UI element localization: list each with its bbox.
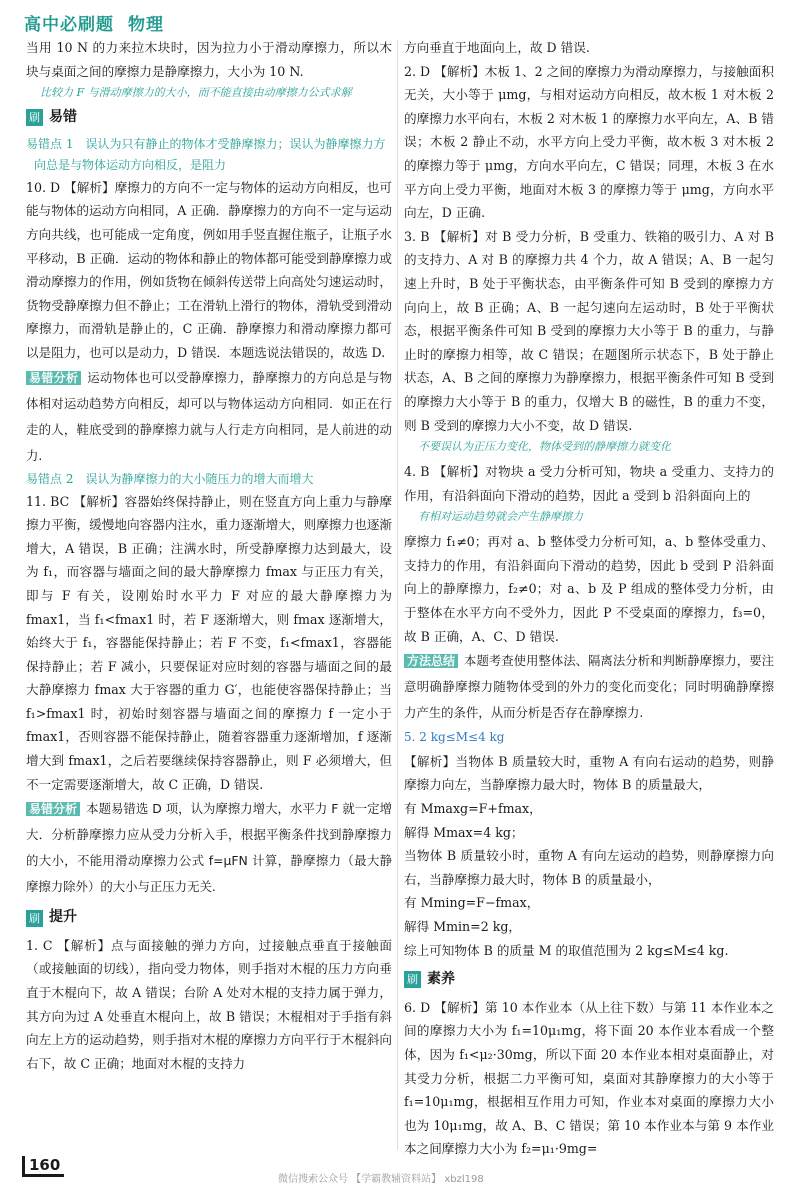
error-point-2: 易错点 2 误认为静摩擦力的大小随压力的增大而增大 [26, 471, 314, 486]
header-subject: 物理 [128, 15, 164, 35]
section-suyang [404, 968, 774, 992]
question-6: 6. D 【解析】第 10 本作业本（从上往下数）与第 11 本作业本之间的摩擦力大小为 f₁=10μ₁mg，将下面 20 本作业本看成一个整体，因为 f₁<μ₂·30mg，所以下面 20 本作业本相对桌面静止，对其受力分析，根据二力平衡可知，桌面对其静摩擦力的大小等于 f₁=10μ₁mg，根据相互作用力可知，作业本对桌面的摩擦力大小也为 10μ₁mg，故 A、B、C 错误；第 10 本作业本与第 9 本作业本之间摩擦力大小为 f₂=μ₁·9mg= [404, 999, 774, 1157]
section-yicuo [26, 106, 392, 130]
analysis-tag: 易错分析 [26, 371, 81, 385]
section-tag: 刷 [26, 109, 43, 126]
section-title: 素养 [427, 971, 455, 988]
question-3: 3. B 【解析】对 B 受力分析，B 受重力、铁箱的吸引力、A 对 B 的支持力、A 对 B 的摩擦力共 4 个力，故 A 错误；A、B 一起匀速上升时，B 处于平衡状态，由平衡条件可知 B 受到的摩擦力方向向上，故 B 正确；A、B 一起匀速向左运动时，B 处于平衡状态，根据平衡条件可知 B 受到的摩擦力大小等于 B 的重力，与静止时的摩擦力相等，故 C 错误；在题图所示状态下，B 处于静止状态，A、B 之间的摩擦力为静摩擦力，根据平衡条件可知 B 受到的摩擦力大小等于 B 的重力，仅增大 B 的磁性，B 的重力不变，则 B 受到的摩擦力大小不变，故 D 错误. [404, 228, 774, 433]
question-10: 10. D 【解析】摩擦力的方向不一定与物体的运动方向相反，也可能与物体的运动方向相同，A 正确．静摩擦力的方向不一定与运动方向共线，也可能成一定角度，例如用手竖直握住瓶子，让瓶子水平移动，B 正确．运动的物体和静止的物体都可能受到静摩擦力或滑动摩擦力的作用，例如货物在倾斜传送带上向高处匀速运动时，货物受静摩擦力但不静止；工在滑轨上滑行的物体，滑轨受到滑动摩擦力，而滑轨是静止的，C 正确．静摩擦力和滑动摩擦力都可以是阻力，也可以是动力，D 错误．本题选说法错误的，故选 D. [26, 179, 392, 360]
error-point-1: 易错点 1 误认为只有静止的物体才受静摩擦力；误认为静摩擦力方向总是与物体运动方向相反，是阻力 [26, 136, 386, 172]
summary-tag: 方法总结 [404, 654, 458, 668]
q4-note: 有相对运动趋势就会产生静摩擦力 [418, 510, 583, 524]
q5-line: 解得 Mmin=2 kg， [404, 919, 522, 934]
question-4-cont: 摩擦力 f₁≠0；再对 a、b 整体受力分析可知，a、b 整体受重力、支持力的作用，有沿斜面向下滑动的趋势，因此 b 受到 P 沿斜面向上的静摩擦力，f₂≠0；对 a、b 及 P 组成的整体受力分析，由于整体在水平方向不受外力，因此 P 不受桌面的摩擦力，f₃=0，故 B 正确，A、C、D 错误. [404, 534, 774, 644]
q11-analysis: 易错分析 本题易错选 D 项，认为摩擦力增大，水平力 F 就一定增大．分析静摩擦力应从受力分析入手，根据平衡条件找到静摩擦力的大小，不能用滑动摩擦力公式 f=μFN 计算，静摩擦力（最大静摩擦力除外）的大小与正压力无关. [26, 801, 392, 895]
question-1: 1. C 【解析】点与面接触的弹力方向，过接触点垂直于接触面（或接触面的切线），指向受力物体，则手指对木棍的压力方向垂直于木棍向下，故 A 错误；台阶 A 处对木棍的支持力属于弹力，其方向为过 A 处垂直木棍向上，故 B 错误；木棍相对于手指有斜向左上方的运动趋势，则手指对木棍的摩擦力方向平行于木棍斜向右下，故 C 正确；地面对木棍的支持力 [26, 937, 392, 1071]
q5-line: 解得 Mmax=4 kg； [404, 824, 524, 840]
analysis-tag: 易错分析 [26, 802, 80, 816]
question-4: 4. B 【解析】对物块 a 受力分析可知，物块 a 受重力、支持力的作用，有沿斜面向下滑动的趋势，因此 a 受到 b 沿斜面向上的 [404, 464, 774, 503]
section-title: 易错 [49, 109, 77, 126]
q5-line: 综上可知物体 B 的质量 M 的取值范围为 2 kg≤M≤4 kg. [404, 942, 729, 958]
left-column [26, 36, 392, 1075]
question-5-answer: 5. 2 kg≤M≤4 kg [404, 730, 505, 745]
q10-analysis: 易错分析 运动物体也可以受静摩擦力，静摩擦力的方向总是与物体相对运动趋势方向相反，却可以与物体运动方向相同．如正在行走的人，鞋底受到的静摩擦力就与人行走方向相同，是人前进的动力. [26, 369, 392, 463]
question-11: 11. BC 【解析】容器始终保持静止，则在竖直方向上重力与静摩擦力平衡，缓慢地向容器内注水，重力逐渐增大，则摩擦力也逐渐增大，A 错误，B 正确；注满水时，所受静摩擦力达到最大，设为 f₁，而容器与墙面之间的最大静摩擦力 fmax 与正压力有关，即与 F 有关，设刚始时水平力 F 对应的最大静摩擦力为 fmax1，当 f₁<fmax1 时，若 F 逐渐增大，则 fmax 逐渐增大，始终大于 f₁，容器能保持静止；若 F 不变，f₁<fmax1，容器能保持静止；若 F 减小，只要保证对应时刻的容器与墙面之间的最大静摩擦力 fmax 大于容器的重力 G′，也能使容器保持静止；当 f₁>fmax1 时，初始时刻容器与墙面之间的摩擦力 f 一定小于 fmax1，否则容器不能保持静止，随着容器重力逐渐增加，f 逐渐增大到 fmax1，之后若要继续保持容器静止，则 F 必须增大，但不一定需要逐渐增大，故 C 正确，D 错误. [26, 493, 392, 792]
q5-line: 有 Mmaxg=F+fmax， [404, 801, 542, 817]
page-number: 160 [22, 1156, 64, 1177]
section-tisheng [26, 906, 392, 930]
column-divider [397, 40, 398, 1150]
section-tag: 刷 [404, 971, 421, 988]
header-title: 高中必刷题 物理 [24, 15, 164, 35]
intro-text: 当用 10 N 的力来拉木块时，因为拉力小于滑动摩擦力，所以木块与桌面之间的摩擦力是静摩擦力，大小为 10 N. [26, 40, 392, 79]
q5-line: 有 Mming=F−fmax， [404, 895, 540, 911]
q5-line: 当物体 B 质量较小时，重物 A 有向左运动的趋势，则静摩擦力向右，当静摩擦力最大时，物体 B 的质量最小， [404, 848, 774, 887]
intro-note: 比较力 F 与滑动摩擦力的大小，而不能直接由动摩擦力公式求解 [40, 86, 352, 100]
section-tag: 刷 [26, 910, 43, 927]
q5-line: 【解析】当物体 B 质量较大时，重物 A 有向右运动的趋势，则静摩擦力向左，当静摩擦力最大时，物体 B 的质量最大， [404, 753, 774, 793]
q3-note: 不要误认为正压力变化，物体受到的静摩擦力就变化 [418, 440, 671, 454]
continued-text: 方向垂直于地面向上，故 D 错误. [404, 40, 590, 55]
section-title: 提升 [49, 909, 77, 926]
watermark: 微信搜索公众号 【学霸教辅资料站】 xbzl198 [278, 1174, 484, 1185]
right-column [404, 36, 774, 1161]
question-2: 2. D 【解析】木板 1、2 之间的摩擦力为滑动摩擦力，与接触面积无关，大小等于 μmg，与相对运动方向相反，故木板 1 对木板 2 的摩擦力水平向右，木板 2 对木板 1 的摩擦力水平向左，A、B 错误；木板 2 静止不动，水平方向上受力平衡，故木板 3 对木板 2 的摩擦力等于 μmg，方向水平向左，C 错误；同理，木板 3 在水平方向上受力平衡，地面对木板 3 的摩擦力等于 μmg，方向水平向左，D 正确. [404, 63, 774, 221]
page-header [0, 0, 800, 38]
q4-summary: 方法总结 本题考查使用整体法、隔离法分析和判断静摩擦力，要注意明确静摩擦力随物体受到的外力的变化而变化；同时明确静摩擦力产生的条件，从而分析是否存在静摩擦力. [404, 653, 774, 721]
